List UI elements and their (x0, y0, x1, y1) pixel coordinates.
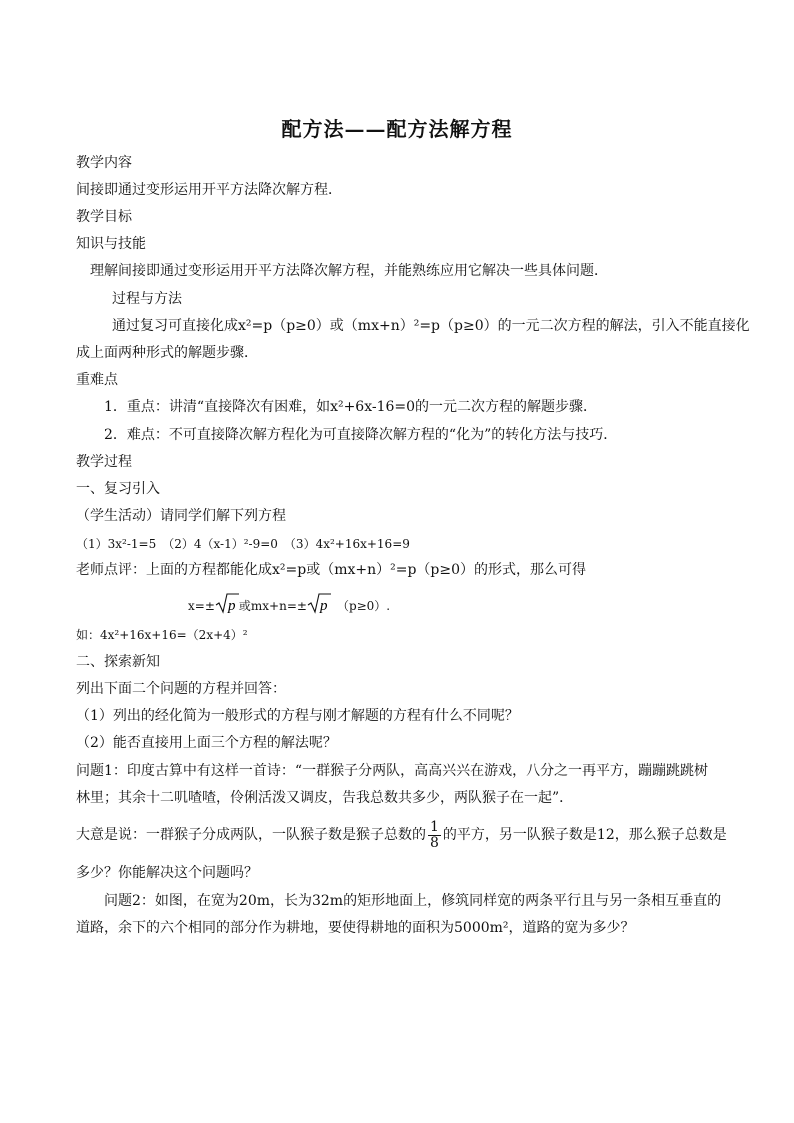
fraction-denominator: 8 (430, 834, 439, 851)
problem-2: 问题2：如图，在宽为20m，长为32m的矩形地面上，修筑同样宽的两条平行且与另一条相互垂直的 (104, 893, 722, 909)
sqrt-symbol (307, 592, 331, 621)
fraction-numerator: 1 (430, 818, 439, 835)
list-item: 1．重点：讲清“直接降次有困难，如x²+6x-16=0的一元二次方程的解题步骤． (104, 399, 598, 415)
paragraph: 理解间接即通过变形运用开平方法降次解方程，并能熟练应用它解决一些具体问题． (90, 263, 608, 279)
paragraph: 多少？你能解决这个问题吗？ (76, 865, 258, 881)
formula-text: x=± (188, 599, 215, 613)
paragraph: 成上面两种形式的解题步骤． (76, 345, 258, 361)
paragraph: 列出下面二个问题的方程并回答： (76, 681, 286, 697)
sqrt-radicand: p (319, 598, 328, 614)
subheading-knowledge: 知识与技能 (76, 236, 146, 252)
paragraph: 间接即通过变形运用开平方法降次解方程． (76, 182, 342, 198)
page-title: 配方法——配方法解方程 (281, 117, 513, 141)
heading-teaching-process: 教学过程 (76, 454, 132, 470)
paragraph: 林里；其余十二叽喳喳，伶俐活泼又调皮，告我总数共多少，两队猴子在一起”． (76, 790, 574, 806)
equations-line: （1）3x²-1=5 （2）4（x-1）²-9=0 （3）4x²+16x+16=9 (76, 537, 410, 551)
question-item: （1）列出的经化简为一般形式的方程与刚才解题的方程有什么不同呢？ (76, 708, 519, 724)
list-item: 2．难点：不可直接降次解方程化为可直接降次解方程的“化为”的转化方法与技巧． (104, 427, 618, 443)
heading-teaching-content: 教学内容 (76, 155, 132, 171)
example-line: 如：4x²+16x+16=（2x+4）² (76, 628, 248, 642)
paragraph: 道路，余下的六个相同的部分作为耕地，要使得耕地的面积为5000m²，道路的宽为多少？ (76, 920, 635, 936)
sqrt-radicand: p (227, 598, 236, 614)
heading-key-points: 重难点 (76, 372, 118, 388)
heading-teaching-goals: 教学目标 (76, 209, 132, 225)
problem-1: 问题1：印度古算中有这样一首诗：“一群猴子分两队，高高兴兴在游戏，八分之一再平方，蹦蹦跳跳树 (76, 763, 709, 779)
subheading-process: 过程与方法 (112, 291, 182, 307)
paragraph-text: 的平方，另一队猴子数是12，那么猴子总数是 (442, 827, 727, 843)
paragraph-text: 大意是说：一群猴子分成两队，一队猴子数是猴子总数的 (76, 827, 426, 843)
section-heading: 二、探索新知 (76, 654, 160, 670)
paragraph: （学生活动）请同学们解下列方程 (76, 508, 286, 524)
sqrt-symbol (215, 592, 239, 621)
formula-line (188, 592, 390, 621)
paragraph: 通过复习可直接化成x²=p（p≥0）或（mx+n）²=p（p≥0）的一元二次方程的解法，引入不能直接化 (112, 318, 750, 334)
formula-text: （p≥0）. (336, 599, 391, 613)
paragraph: 老师点评：上面的方程都能化成x²=p或（mx+n）²=p（p≥0）的形式，那么可得 (76, 562, 587, 578)
section-heading: 一、复习引入 (76, 481, 160, 497)
fraction-one-eighth (428, 820, 441, 851)
question-item: （2）能否直接用上面三个方程的解法呢？ (76, 735, 337, 751)
paragraph-with-fraction (76, 818, 727, 852)
formula-text: 或mx+n=± (238, 599, 307, 613)
